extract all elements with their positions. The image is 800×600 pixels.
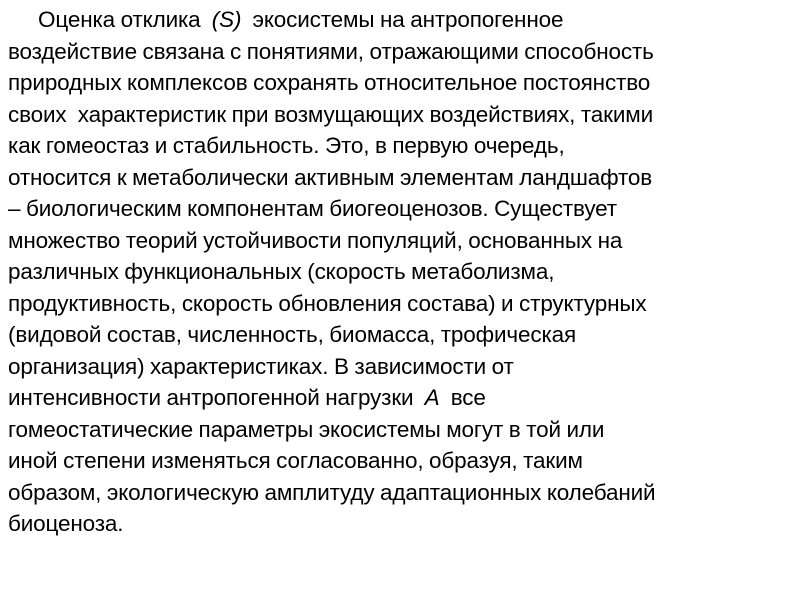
text-fragment: экосистемы на антропогенное bbox=[241, 7, 564, 32]
text-line-2: воздействие связана с понятиями, отражающими способность bbox=[8, 38, 654, 64]
text-line-4: своих характеристик при возмущающих воздействиях, такими bbox=[8, 101, 654, 127]
text-line-7: – биологическим компонентам биогеоценозов. Существует bbox=[8, 196, 617, 221]
text-line-14: гомеостатические параметры экосистемы могут в той или bbox=[8, 416, 605, 442]
text-line-3: природных комплексов сохранять относительное постоянство bbox=[8, 70, 651, 95]
body-paragraph bbox=[8, 4, 798, 540]
text-fragment: интенсивности антропогенной нагрузки bbox=[8, 385, 425, 410]
text-fragment: все bbox=[439, 385, 486, 410]
text-fragment: Оценка отклика bbox=[38, 7, 212, 32]
symbol-a: A bbox=[424, 385, 440, 410]
text-line-17: биоценоза. bbox=[8, 511, 124, 536]
text-line-6: относится к метаболически активным элементам ландшафтов bbox=[8, 164, 653, 190]
text-line-9: различных функциональных (скорость метаболизма, bbox=[8, 259, 555, 284]
text-line-12: организация) характеристиках. В зависимости от bbox=[8, 353, 514, 379]
text-line-16: образом, экологическую амплитуду адаптационных колебаний bbox=[8, 479, 656, 505]
text-line-11: (видовой состав, численность, биомасса, трофическая bbox=[8, 322, 577, 347]
text-line-15: иной степени изменяться согласованно, образуя, таким bbox=[8, 448, 583, 473]
text-line-10: продуктивность, скорость обновления состава) и структурных bbox=[8, 290, 647, 316]
text-line-8: множество теорий устойчивости популяций, основанных на bbox=[8, 227, 623, 253]
text-line-5: как гомеостаз и стабильность. Это, в первую очередь, bbox=[8, 133, 565, 158]
text-line-1 bbox=[8, 4, 798, 36]
text-line-13 bbox=[8, 382, 798, 414]
symbol-s: (S) bbox=[211, 7, 242, 32]
